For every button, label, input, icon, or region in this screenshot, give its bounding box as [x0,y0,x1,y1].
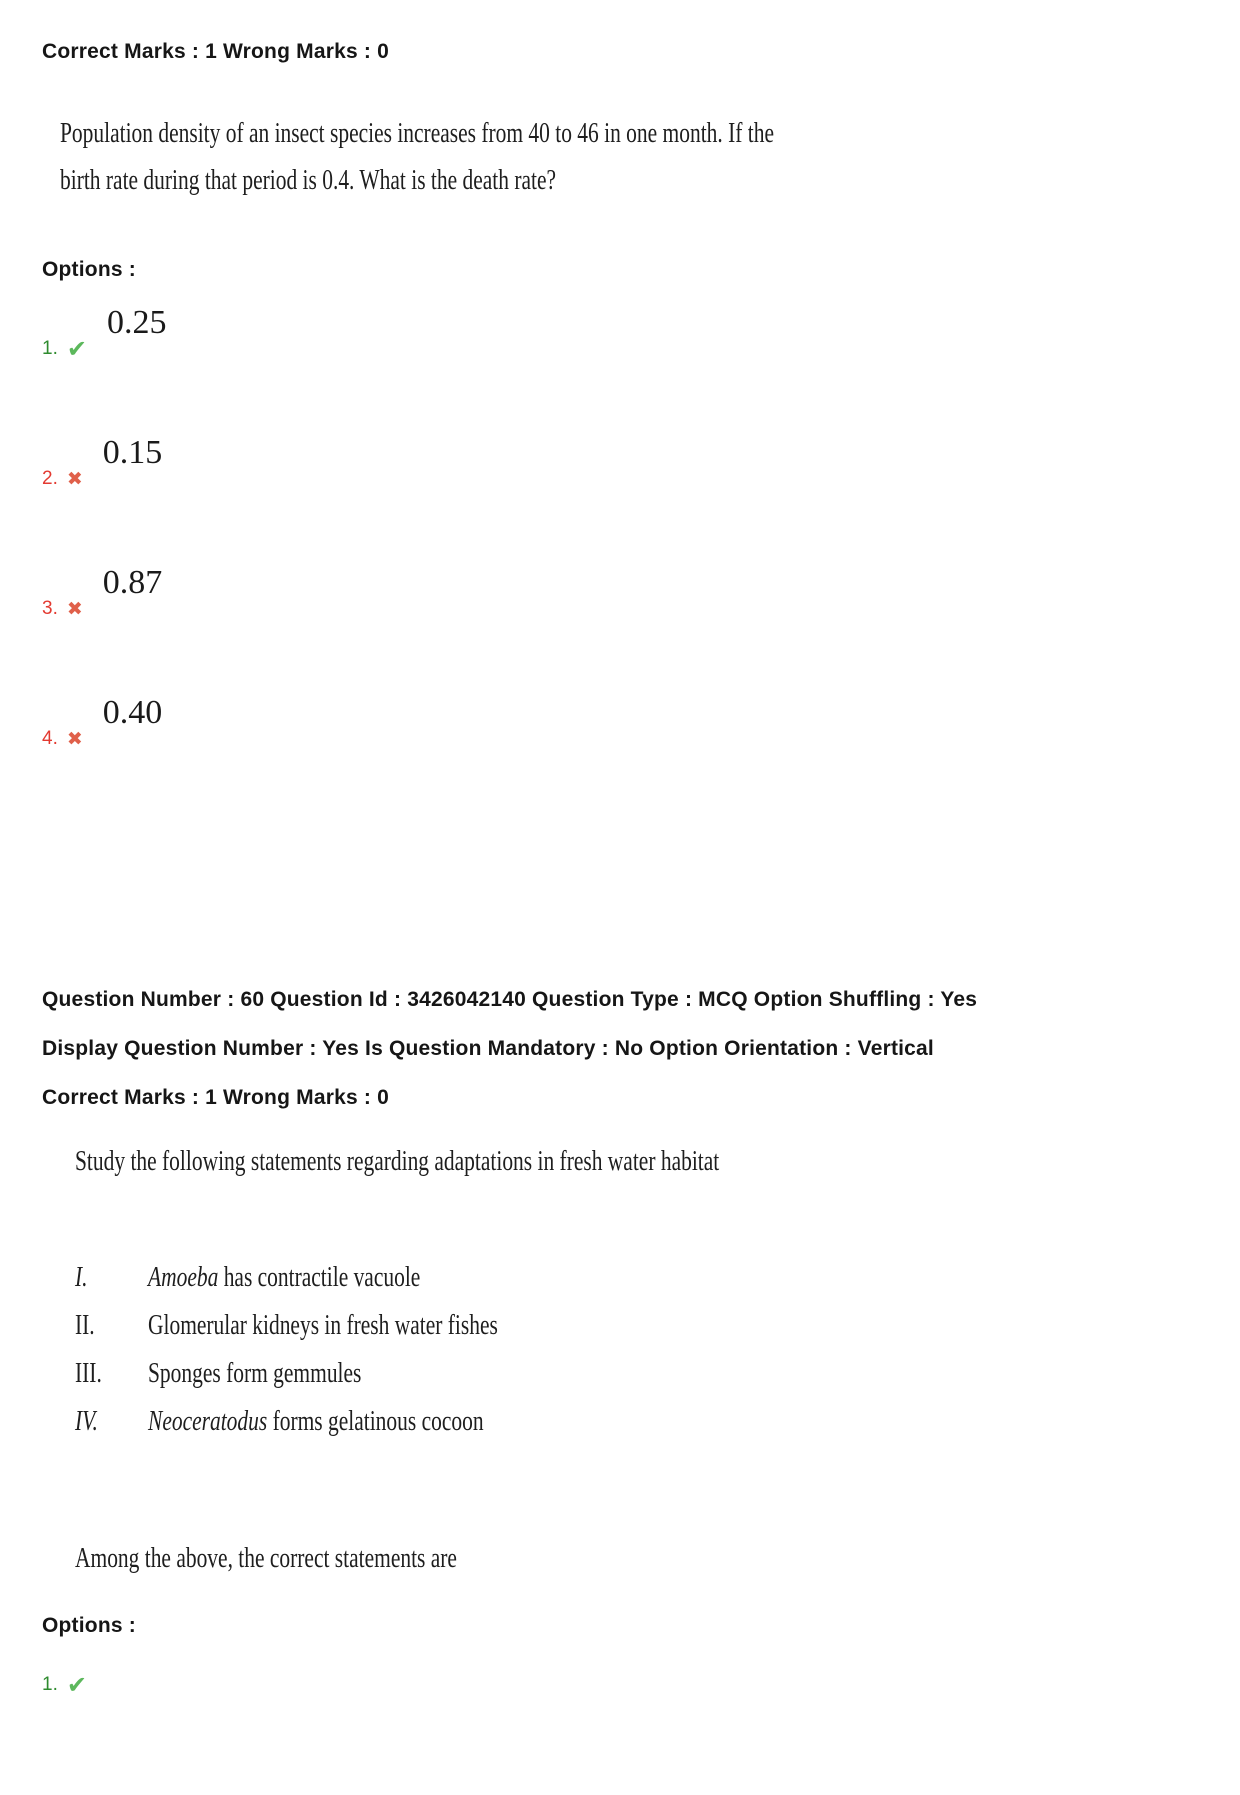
statement-row-2 [75,1309,1240,1357]
closing-text [75,1535,1240,1582]
options-label: Options : [42,1614,136,1637]
statement-species: Neoceratodus [148,1405,268,1437]
wrong-cross-icon: ✖ [66,728,83,750]
correct-check-icon: ✔ [66,335,87,363]
meta-line: Correct Marks : 1 Wrong Marks : 0 [42,1086,389,1109]
option-number: 4. [42,728,58,749]
exam-document-page [0,40,1240,1699]
statement-rest: Glomerular kidneys in fresh water fishes [148,1309,498,1341]
statement-text [148,1261,420,1294]
statement-row-4 [75,1405,1240,1453]
wrong-cross-icon: ✖ [66,598,83,620]
question-text-line: birth rate during that period is 0.4. What is the death rate? [60,164,557,196]
option-value: 0.87 [102,564,163,601]
options-label: Options : [42,258,136,281]
option-value: 0.40 [102,694,163,731]
statement-numeral: III. [75,1357,102,1389]
option-number: 3. [42,598,58,619]
statement-rest: Sponges form gemmules [148,1357,362,1389]
question-text-line: Study the following statements regarding adaptations in fresh water habitat [75,1145,720,1177]
option-number: 1. [42,338,58,359]
wrong-cross-icon: ✖ [66,468,83,490]
option-value: 0.25 [106,304,167,341]
meta-line: Question Number : 60 Question Id : 3426042140 Question Type : MCQ Option Shuffling : Yes [42,988,978,1011]
meta-line: Display Question Number : Yes Is Question Mandatory : No Option Orientation : Vertical [42,1037,934,1060]
statement-numeral: IV. [75,1405,98,1437]
option-number: 1. [42,1674,58,1695]
statement-row-3 [75,1357,1240,1405]
question-60-section [0,975,1240,1699]
statement-text [148,1357,361,1390]
marks-line: Correct Marks : 1 Wrong Marks : 0 [42,40,389,63]
option-value: 0.15 [102,434,163,471]
question-meta [42,975,1210,1122]
statement-row-1 [75,1261,1240,1309]
question-text [75,1138,1240,1185]
statement-text [148,1405,484,1438]
statement-numeral: II. [75,1309,95,1341]
option-row-2 [42,436,1240,490]
option-row-1 [42,1671,1240,1699]
statement-text [148,1309,498,1342]
option-row-4 [42,696,1240,750]
closing-text-line: Among the above, the correct statements are [75,1542,457,1574]
question-text-line: Population density of an insect species increases from 40 to 46 in one month. If the [60,117,774,149]
statement-rest: has contractile vacuole [218,1261,421,1293]
statement-species: Amoeba [148,1261,219,1293]
option-number: 2. [42,468,58,489]
statement-numeral: I. [75,1261,88,1293]
option-row-3 [42,566,1240,620]
question-text [60,110,1240,204]
question-59-section [0,40,1240,750]
correct-check-icon: ✔ [66,1671,87,1699]
statement-rest: forms gelatinous cocoon [267,1405,484,1437]
option-row-1 [42,304,1240,363]
statements-list [75,1261,1240,1453]
